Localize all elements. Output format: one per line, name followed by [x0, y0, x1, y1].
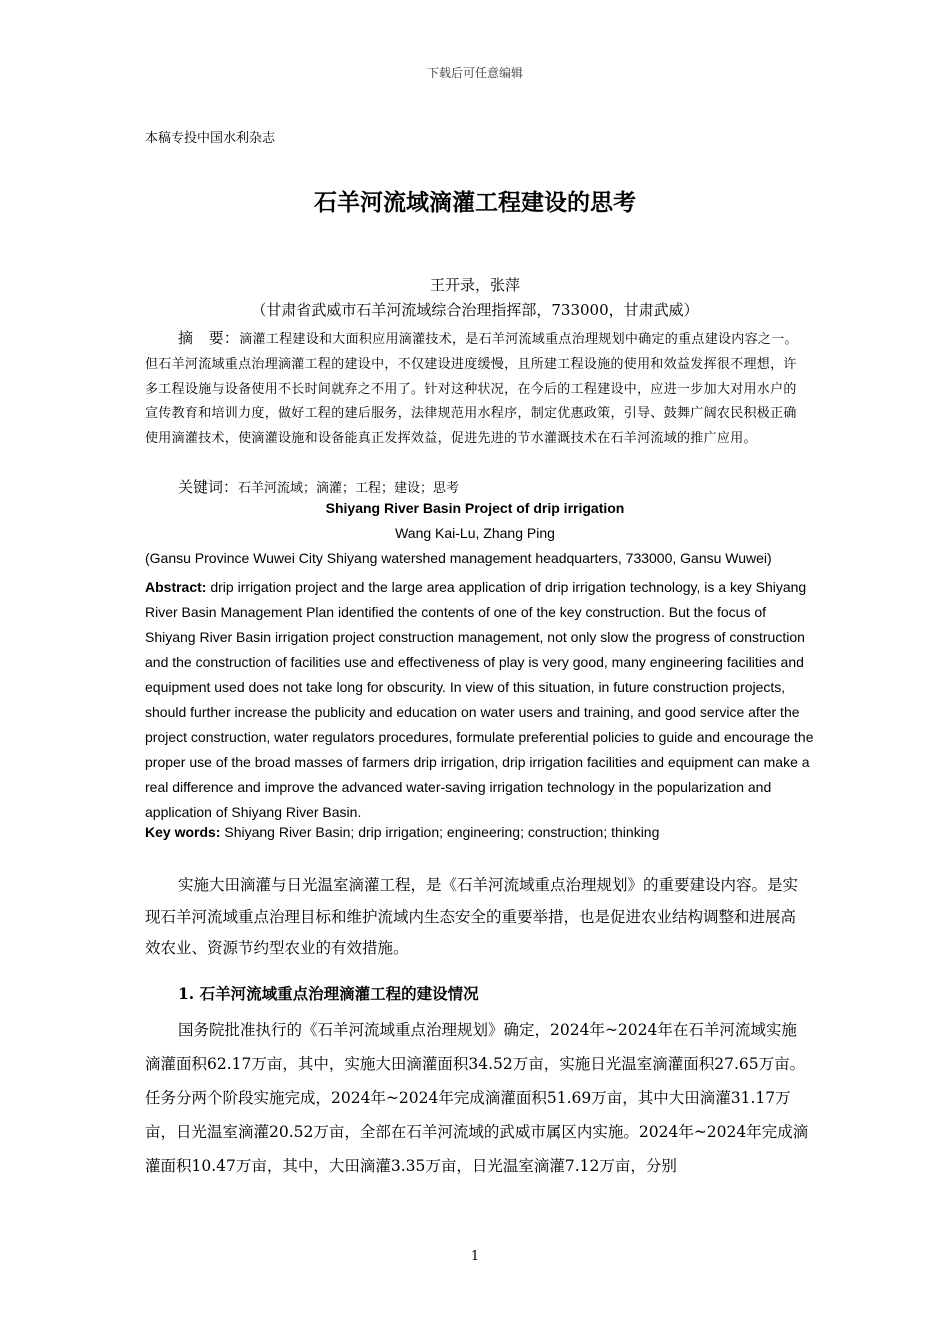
body-paragraph-2: 国务院批准执行的《石羊河流域重点治理规划》确定，2024年~2024年在石羊河流域实施滴灌面积62.17万亩，其中，实施大田滴灌面积34.52万亩，实施日光温室滴灌面积27.65万亩。任务分两个阶段实施完成，2024年~2024年完成滴灌面积51.69万亩，其中大田滴灌31.17万亩，日光温室滴灌20.52万亩，全部在石羊河流域的武威市属区内实施。2024年~2024年完成滴灌面积10.47万亩，其中，大田滴灌3.35万亩，日光温室滴灌7.12万亩，分别 — [145, 1021, 809, 1175]
english-keywords-text: Shiyang River Basin; drip irrigation; engineering; construction; thinking — [220, 824, 660, 840]
cn-keywords-text: 石羊河流域；滴灌；工程；建设；思考 — [238, 481, 460, 496]
submission-note: 本稿专投中国水利杂志 — [145, 131, 276, 146]
english-keywords-label: Key words: — [145, 824, 221, 840]
body-paragraph-1: 实施大田滴灌与日光温室滴灌工程，是《石羊河流域重点治理规划》的重要建设内容。是实现石羊河流域重点治理目标和维护流域内生态安全的重要举措，也是促进农业结构调整和进展高效农业、资源节约型农业的有效措施。 — [145, 876, 799, 957]
english-title: Shiyang River Basin Project of drip irrigation — [325, 500, 625, 516]
cn-abstract-label: 摘 要： — [178, 329, 240, 347]
section-heading-1: 1. 石羊河流域重点治理滴灌工程的建设情况 — [178, 984, 479, 1003]
cn-keywords — [178, 476, 459, 497]
english-abstract-label: Abstract: — [145, 579, 207, 595]
english-affiliation: (Gansu Province Wuwei City Shiyang watershed management headquarters, 733000, Gansu Wuwei) — [145, 550, 772, 566]
cn-abstract-text: 滴灌工程建设和大面积应用滴灌技术，是石羊河流域重点治理规划中确定的重点建设内容之一。但石羊河流域重点治理滴灌工程的建设中，不仅建设进度缓慢，且所建工程设施的使用和效益发挥很不理想，许多工程设施与设备使用不长时间就弃之不用了。针对这种状况，在今后的工程建设中，应进一步加大对用水户的宣传教育和培训力度，做好工程的建后服务，法律规范用水程序，制定优惠政策，引导、鼓舞广阔农民积极正确使用滴灌技术，使滴灌设施和设备能真正发挥效益，促进先进的节水灌溉技术在石羊河流域的推广应用。 — [145, 332, 798, 447]
document-title: 石羊河流域滴灌工程建设的思考 — [314, 190, 636, 216]
cn-keywords-label: 关键词： — [178, 478, 239, 496]
header-note: 下载后可任意编辑 — [426, 66, 523, 80]
page-number: 1 — [470, 1249, 480, 1264]
authors: 王开录，张萍 — [429, 276, 520, 294]
english-keywords — [145, 824, 815, 840]
cn-abstract — [145, 326, 807, 452]
english-authors: Wang Kai-Lu, Zhang Ping — [395, 525, 555, 541]
english-abstract — [145, 575, 815, 825]
english-abstract-text: drip irrigation project and the large area application of drip irrigation technology, is a key Shiyang River Basin Management Plan identified the contents of one of the key construction. But the focus of Shiyang River Basin irrigation project construction management, not only slow the progress of construction and the construction of facilities use and effectiveness of play is very good, many engineering facilities and equipment used does not take long for obscurity. In view of this situation, in future construction projects, should further increase the publicity and education on water users and training, and good service after the project construction, water regulators procedures, formulate preferential policies to guide and encourage the proper use of the broad masses of farmers drip irrigation, drip irrigation facilities and equipment can make a real difference and improve the advanced water-saving irrigation technology in the popularization and application of Shiyang River Basin. — [145, 579, 814, 820]
affiliation: （甘肃省武威市石羊河流域综合治理指挥部，733000，甘肃武威） — [251, 301, 699, 319]
